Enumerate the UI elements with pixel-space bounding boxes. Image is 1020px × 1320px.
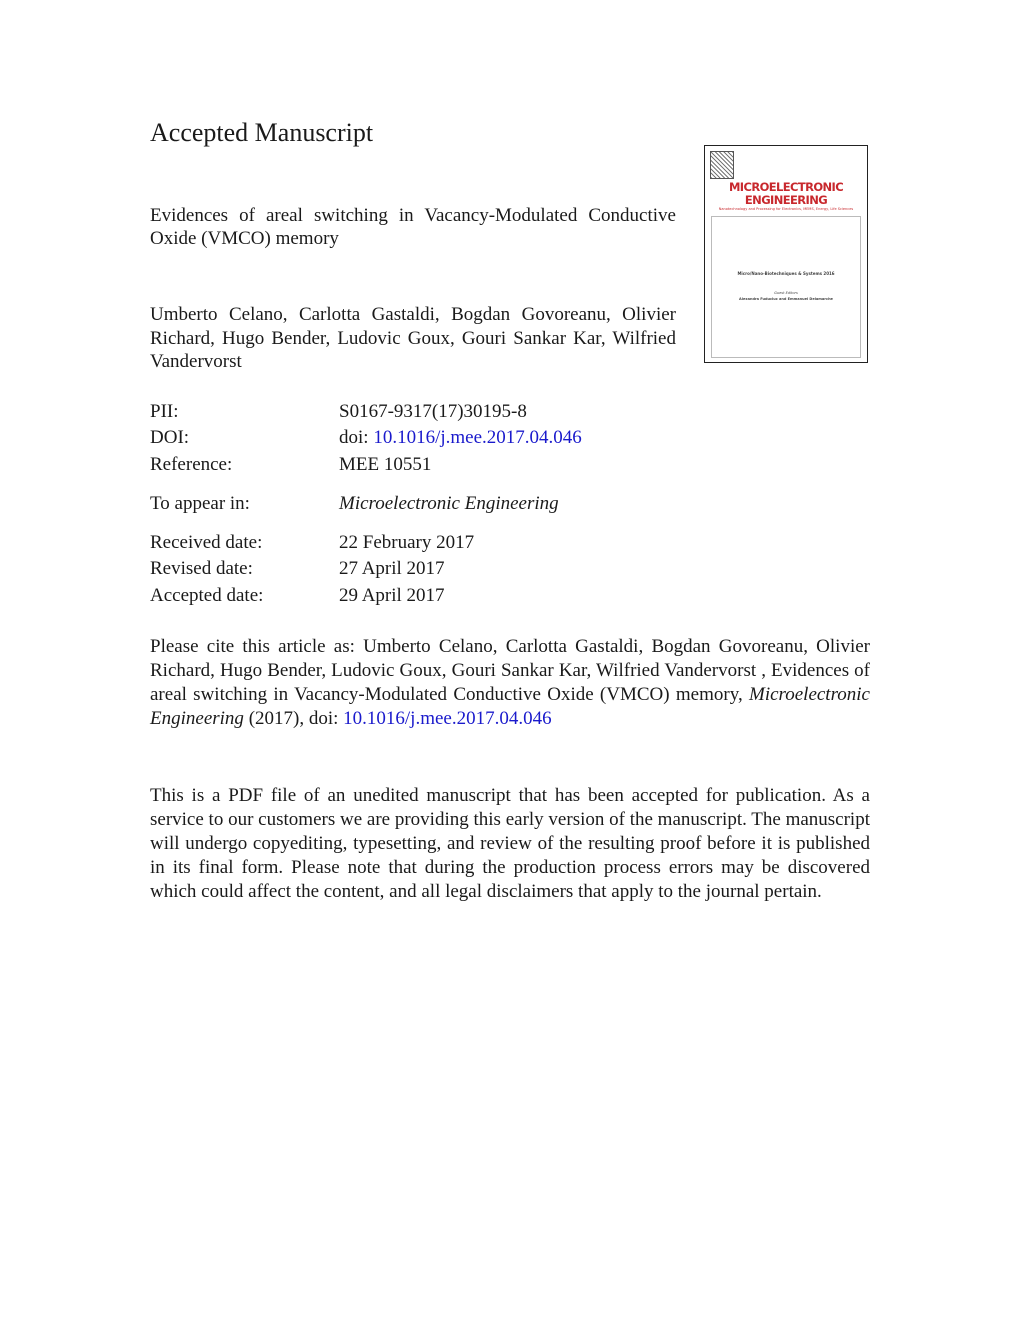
meta-value — [339, 426, 582, 450]
cover-journal-name-line2: ENGINEERING — [744, 193, 828, 207]
citation-journal: Microelectronic Engineering — [150, 684, 870, 729]
citation-doi-link[interactable]: 10.1016/j.mee.2017.04.046 — [343, 708, 552, 729]
meta-row-reference — [150, 453, 432, 477]
meta-value: S0167-9317(17)30195-8 — [339, 401, 527, 422]
cover-guest-label: Guest Editors — [774, 291, 798, 295]
meta-label: DOI: — [150, 427, 190, 448]
citation-paragraph — [150, 635, 870, 731]
citation-lead: Please cite this article as: Umberto Celano, Carlotta Gastaldi, Bogdan Govoreanu, Olivier Richard, Hugo Bender, Ludovic Goux, Gouri Sankar Kar, Wilfried Vandervorst , Evidences of areal switching in Vacancy-Modulated Conductive Oxide (VMCO) memory, — [150, 636, 870, 705]
meta-row-revised — [150, 557, 445, 581]
meta-row-pii — [150, 400, 527, 424]
manuscript-notice: This is a PDF file of an unedited manuscript that has been accepted for publication. As a service to our customers we are providing this early version of the manuscript. The manuscript will undergo copyediting, typesetting, and review of the resulting proof before it is published in its final form. Please note that during the production process errors may be discovered which could affect the content, and all legal disclaimers that apply to the journal pertain. — [150, 785, 870, 902]
meta-row-doi — [150, 426, 582, 450]
meta-label: To appear in: — [150, 493, 250, 514]
meta-label: Received date: — [150, 532, 263, 553]
cover-guest-editors: Alexandra Fuduciuc and Emmanuel Delamarche — [739, 297, 833, 301]
meta-label: PII: — [150, 401, 179, 422]
cover-tagline: Nanotechnology and Processing for Electronics, MEMS, Energy, Life Sciences — [718, 207, 854, 211]
meta-value: 22 February 2017 — [339, 532, 475, 553]
citation-year-doi: (2017), doi: — [248, 708, 339, 729]
meta-label: Revised date: — [150, 558, 253, 579]
meta-value: 29 April 2017 — [339, 585, 445, 606]
meta-value: MEE 10551 — [339, 454, 432, 475]
article-title: Evidences of areal switching in Vacancy-Modulated Conductive Oxide (VMCO) memory — [150, 205, 676, 249]
meta-row-appear-in — [150, 492, 559, 516]
doi-link[interactable]: 10.1016/j.mee.2017.04.046 — [373, 427, 582, 448]
cover-journal-name-line1: MICROELECTRONIC — [728, 180, 844, 194]
doi-prefix: doi: — [339, 427, 369, 448]
meta-value: 27 April 2017 — [339, 558, 445, 579]
page-heading: Accepted Manuscript — [150, 118, 374, 147]
meta-row-accepted — [150, 584, 445, 608]
cover-special-issue: Micro/Nano-Biotechniques & Systems 2016 — [737, 271, 835, 276]
meta-label: Reference: — [150, 454, 233, 475]
author-list: Umberto Celano, Carlotta Gastaldi, Bogdan Govoreanu, Olivier Richard, Hugo Bender, Ludovic Goux, Gouri Sankar Kar, Wilfried Vandervorst — [150, 304, 676, 372]
meta-row-received — [150, 531, 475, 555]
meta-label: Accepted date: — [150, 585, 264, 606]
publisher-logo-icon — [710, 151, 734, 179]
meta-value: Microelectronic Engineering — [339, 493, 559, 514]
cover-inner-panel — [711, 216, 861, 358]
journal-cover-thumbnail — [704, 145, 868, 363]
